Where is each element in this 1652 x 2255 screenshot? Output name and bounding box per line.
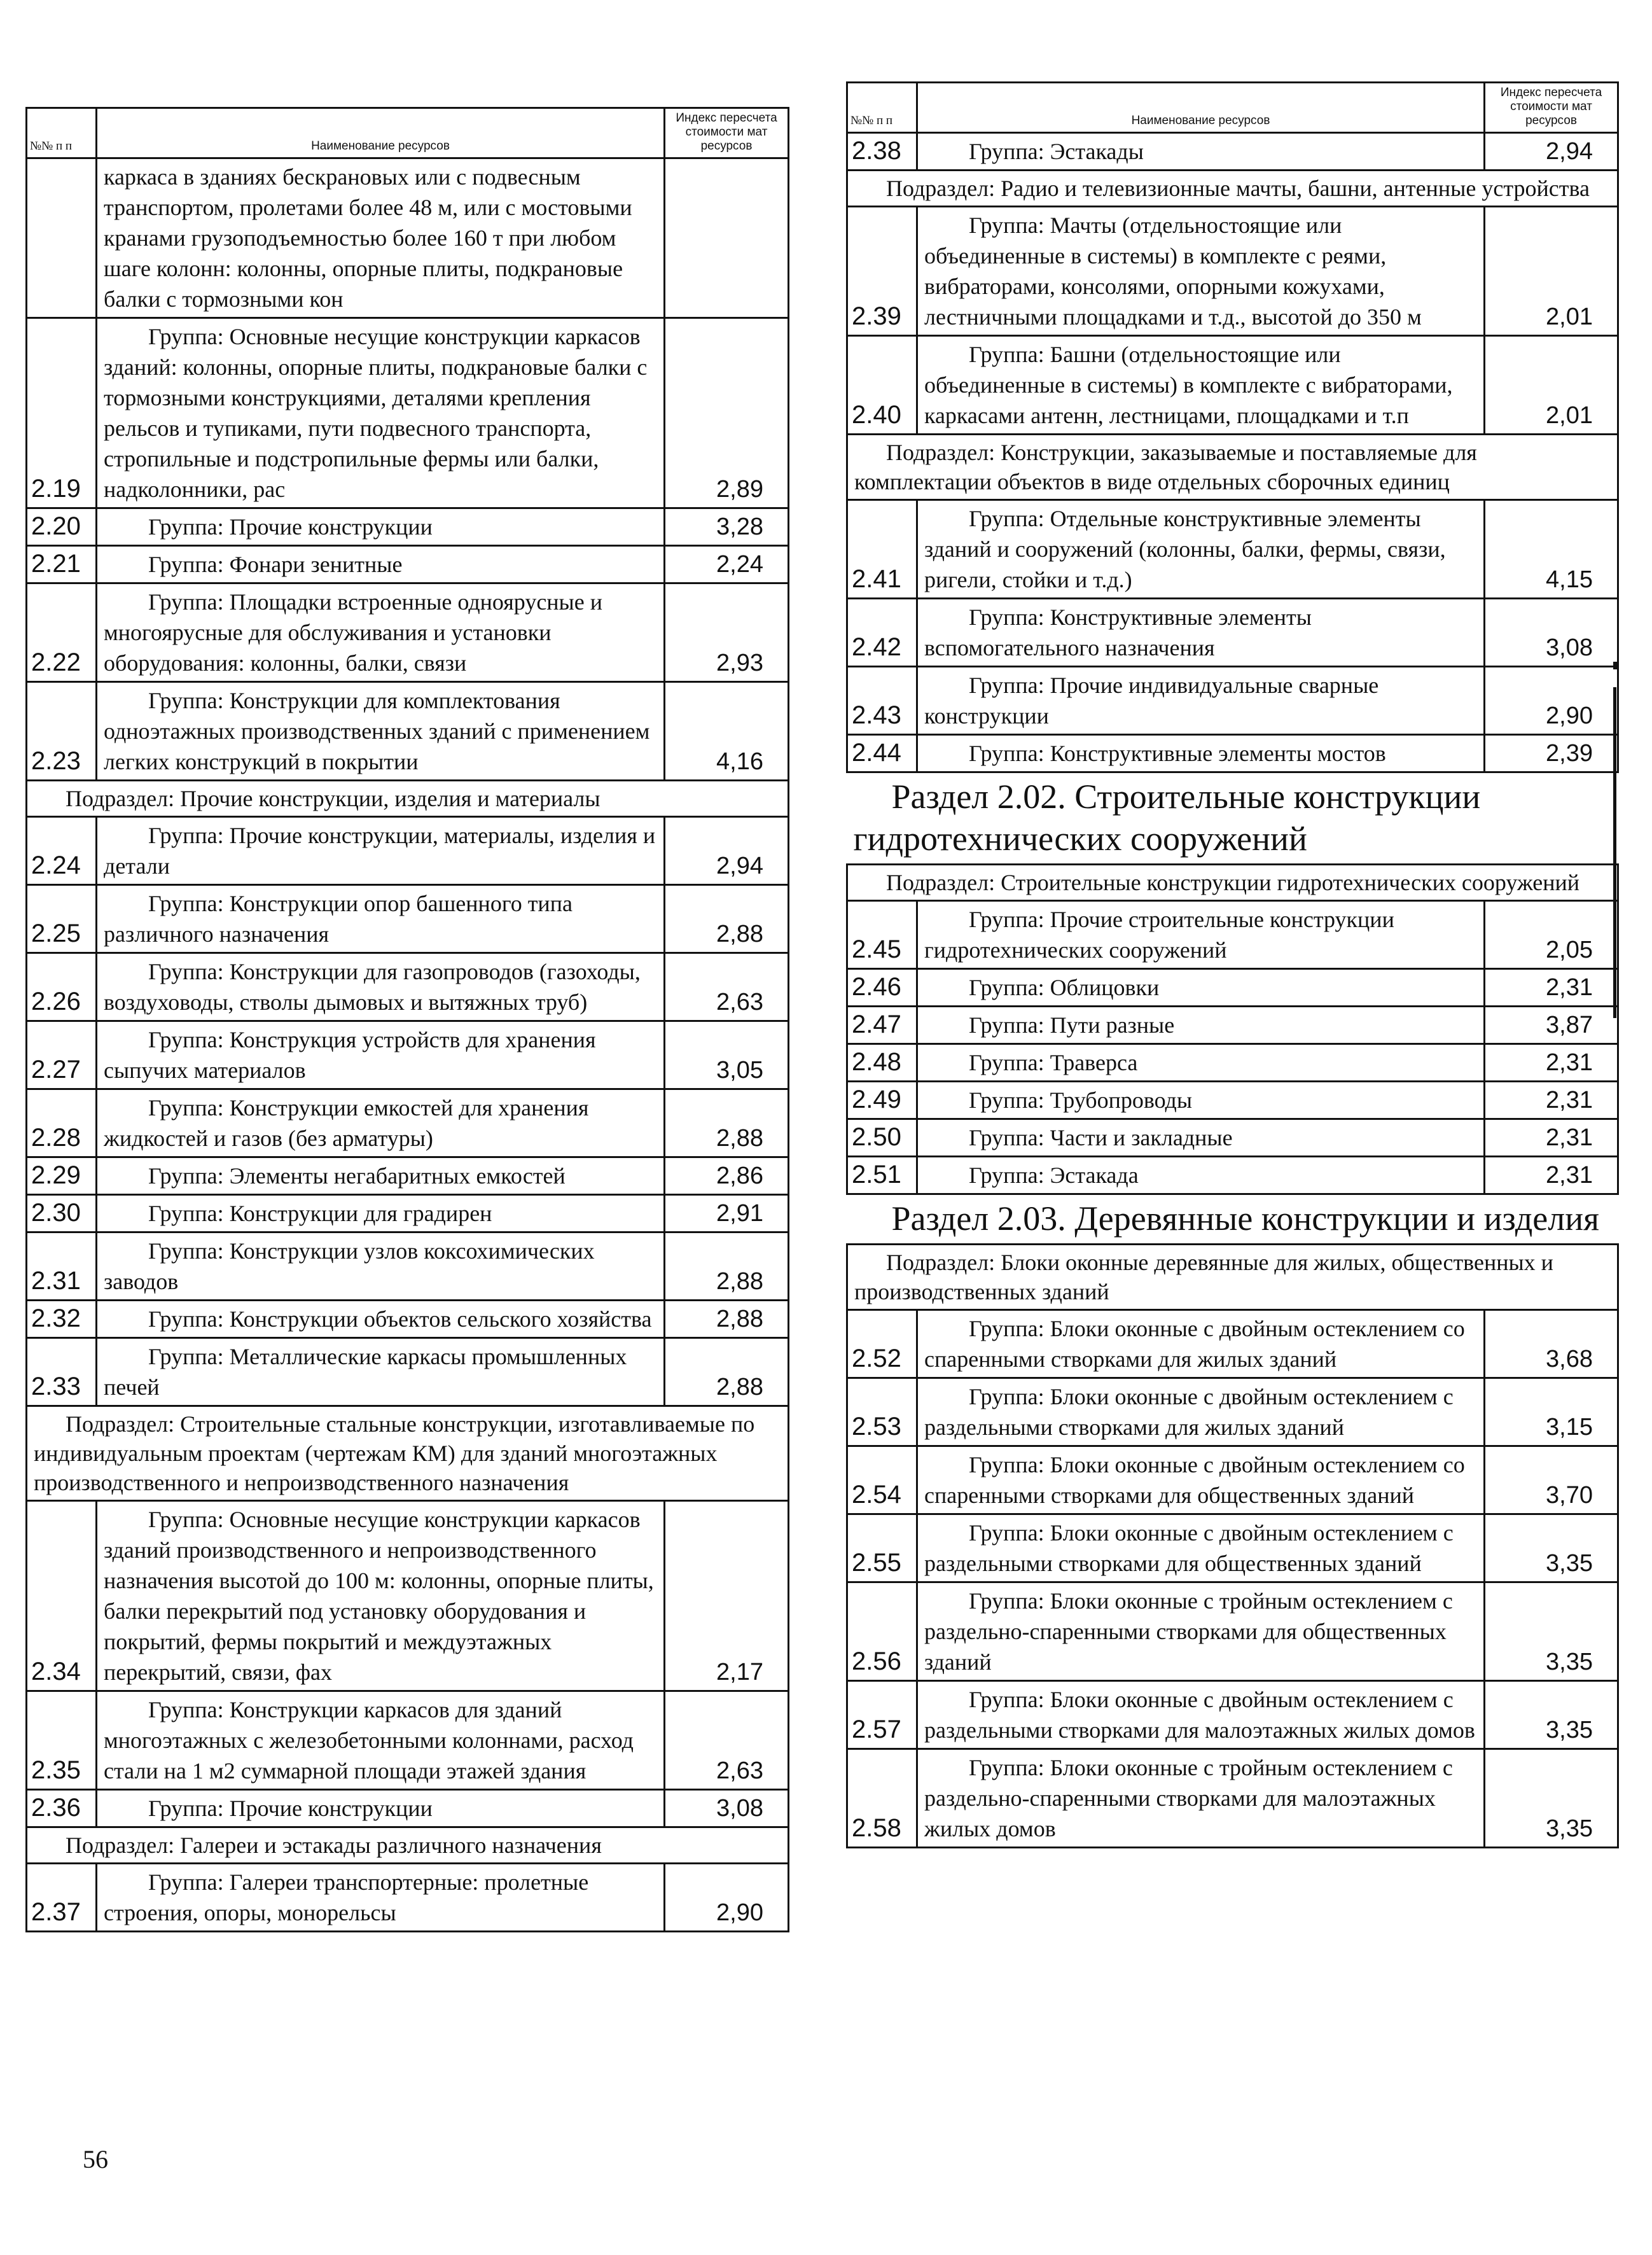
table-row: [27, 1301, 789, 1338]
row-value: 2,39: [1485, 735, 1618, 772]
row-name: Группа: Мачты (отдельностоящие или объединенные в системы) в комплекте с реями, вибраторами, консолями, опорными кожухами, лестничными площадками и т.д., высотой до 350 м: [924, 213, 1422, 330]
table-row: [27, 817, 789, 885]
subsection-title: Подраздел: Радио и телевизионные мачты, башни, антенные устройства: [886, 176, 1590, 201]
table-row: [847, 667, 1618, 735]
row-number: 2.53: [847, 1378, 917, 1446]
row-name: Группа: Конструкции каркасов для зданий многоэтажных с железобетонными колоннами, расход стали на 1 м2 суммарной площади этажей здания: [104, 1697, 634, 1784]
table-row: [847, 500, 1618, 599]
row-number: 2.58: [847, 1749, 917, 1848]
subsection-masts: [847, 171, 1618, 207]
row-number: 2.49: [847, 1082, 917, 1119]
table-row: [847, 1514, 1618, 1582]
table-row: [27, 1089, 789, 1157]
table-header: [847, 83, 1618, 133]
row-name: Группа: Блоки оконные с двойным остеклением со спаренными створками для жилых зданий: [924, 1316, 1465, 1372]
row-number: 2.24: [27, 817, 97, 885]
row-name: Группа: Основные несущие конструкции каркасов зданий: колонны, опорные плиты, подкрановые балки с тормозными конструкциями, деталями крепления рельсов и тупиками, пути подвесного транспорта, стропильные и подстропильные фермы или балки, надколонники, рас: [104, 324, 648, 502]
row-value: 2,24: [665, 546, 789, 583]
row-value: 3,35: [1485, 1582, 1618, 1681]
row-value: 2,05: [1485, 901, 1618, 969]
table-row: [27, 318, 789, 508]
row-name: Группа: Блоки оконные с двойным остеклением с раздельными створками для малоэтажных жилых домов: [924, 1687, 1475, 1743]
table-row: [27, 1338, 789, 1406]
row-number: 2.28: [27, 1089, 97, 1157]
table-row: [847, 735, 1618, 772]
row-number: 2.47: [847, 1007, 917, 1044]
row-name: Группа: Блоки оконные с двойным остеклением со спаренными створками для общественных зданий: [924, 1452, 1465, 1508]
row-value: 2,31: [1485, 1044, 1618, 1082]
table-row: [27, 1232, 789, 1301]
row-number: 2.36: [27, 1790, 97, 1827]
row-name: Группа: Прочие конструкции: [148, 1796, 433, 1821]
row-value: 2,63: [665, 1691, 789, 1790]
row-name: Группа: Фонари зенитные: [148, 552, 403, 577]
table-row: [847, 1119, 1618, 1157]
row-value: 2,86: [665, 1157, 789, 1195]
subsection-title: Подраздел: Прочие конструкции, изделия и материалы: [66, 786, 600, 811]
row-name: Группа: Прочие строительные конструкции гидротехнических сооружений: [924, 907, 1394, 963]
subsection-title: Подраздел: Строительные стальные конструкции, изготавливаемые по индивидуальным проектам (чертежам КМ) для зданий многоэтажных производственного и непроизводственного назначения: [34, 1411, 755, 1495]
scan-edge-bar: [1613, 687, 1616, 1018]
section-2-03: [847, 1194, 1618, 1245]
table-row: [847, 133, 1618, 171]
row-name: Группа: Конструкции объектов сельского хозяйства: [148, 1306, 652, 1332]
row-name: Группа: Конструкции емкостей для хранения жидкостей и газов (без арматуры): [104, 1095, 589, 1151]
row-value: 2,88: [665, 885, 789, 953]
row-name: Группа: Конструкции для градирен: [148, 1201, 492, 1226]
row-name: Группа: Трубопроводы: [969, 1087, 1193, 1113]
row-value: 3,08: [1485, 599, 1618, 667]
row-number: 2.41: [847, 500, 917, 599]
row-number: 2.43: [847, 667, 917, 735]
row-number: 2.42: [847, 599, 917, 667]
table-row: [847, 207, 1618, 336]
table-row: [847, 1378, 1618, 1446]
section-title: Раздел 2.02. Строительные конструкции гидротехнических сооружений: [853, 778, 1481, 858]
row-value: 3,05: [665, 1021, 789, 1089]
section-2-02: [847, 772, 1618, 865]
table-row: [27, 1195, 789, 1232]
subsection-hydro: [847, 865, 1618, 901]
row-number: 2.25: [27, 885, 97, 953]
row-name: Группа: Блоки оконные с тройным остеклением с раздельно-спаренными створками для малоэтажных жилых домов: [924, 1755, 1453, 1841]
subsection-title: Подраздел: Блоки оконные деревянные для жилых, общественных и производственных зданий: [854, 1250, 1553, 1304]
row-number: 2.40: [847, 336, 917, 435]
row-name: Группа: Конструкция устройств для хранения сыпучих материалов: [104, 1027, 596, 1083]
left-table: [25, 107, 789, 1932]
scan-edge-mark: [1613, 662, 1618, 669]
subsection-other: [27, 781, 789, 817]
header-name: Наименование ресурсов: [917, 83, 1485, 133]
subsection-assembly: [847, 435, 1618, 500]
row-number: 2.51: [847, 1157, 917, 1194]
subsection-galleries: [27, 1827, 789, 1864]
row-number: 2.29: [27, 1157, 97, 1195]
table-header: [27, 108, 789, 158]
table-row: [847, 1044, 1618, 1082]
page-number: 56: [83, 2145, 108, 2174]
row-value: 2,90: [1485, 667, 1618, 735]
row-number: 2.32: [27, 1301, 97, 1338]
row-name: Группа: Блоки оконные с тройным остеклением с раздельно-спаренными створками для общественных зданий: [924, 1588, 1453, 1675]
row-number: 2.45: [847, 901, 917, 969]
row-value: 2,63: [665, 953, 789, 1021]
right-table: [846, 81, 1619, 1848]
table-row: [27, 885, 789, 953]
header-index: Индекс пересчета стоимости мат ресурсов: [665, 108, 789, 158]
header-index: Индекс пересчета стоимости мат ресурсов: [1485, 83, 1618, 133]
row-number: 2.33: [27, 1338, 97, 1406]
table-row: [847, 901, 1618, 969]
row-number: 2.27: [27, 1021, 97, 1089]
row-value: 3,35: [1485, 1749, 1618, 1848]
row-value: 2,88: [665, 1089, 789, 1157]
row-value: 2,31: [1485, 1157, 1618, 1194]
table-row: [847, 599, 1618, 667]
row-name: Группа: Конструктивные элементы мостов: [969, 741, 1386, 766]
header-num: №№ п п: [847, 83, 917, 133]
row-name: Группа: Облицовки: [969, 975, 1160, 1000]
row-value: 2,91: [665, 1195, 789, 1232]
left-column: [25, 107, 788, 1932]
row-number: 2.46: [847, 969, 917, 1007]
row-name: Группа: Галереи транспортерные: пролетные строения, опоры, монорельсы: [104, 1869, 589, 1925]
row-name: Группа: Блоки оконные с двойным остеклением с раздельными створками для общественных зданий: [924, 1520, 1454, 1576]
row-value: 2,94: [665, 817, 789, 885]
table-row: [847, 969, 1618, 1007]
row-name: Группа: Части и закладные: [969, 1125, 1233, 1150]
row-value: 2,90: [665, 1864, 789, 1932]
row-value: 2,88: [665, 1301, 789, 1338]
table-row: [27, 1864, 789, 1932]
row-number: 2.26: [27, 953, 97, 1021]
table-row: [27, 1157, 789, 1195]
continuation-text: каркаса в зданиях бескрановых или с подвесным транспортом, пролетами более 48 м, или с мостовыми кранами грузоподъемностью более 160 т при любом шаге колонн: колонны, опорные плиты, подкрановые балки с тормозными кон: [104, 164, 632, 312]
row-number: 2.38: [847, 133, 917, 171]
row-number: 2.37: [27, 1864, 97, 1932]
row-name: Группа: Элементы негабаритных емкостей: [148, 1163, 566, 1189]
row-name: Группа: Конструкции для комплектования одноэтажных производственных зданий с применением легких конструкций в покрытии: [104, 688, 650, 774]
table-row: [847, 1310, 1618, 1378]
row-value: 3,35: [1485, 1681, 1618, 1749]
header-name: Наименование ресурсов: [97, 108, 665, 158]
table-row: [847, 1582, 1618, 1681]
section-title: Раздел 2.03. Деревянные конструкции и изделия: [891, 1199, 1599, 1238]
row-number: 2.56: [847, 1582, 917, 1681]
row-name: Группа: Конструктивные элементы вспомогательного назначения: [924, 604, 1312, 660]
row-name: Группа: Пути разные: [969, 1012, 1175, 1038]
table-row: [27, 1021, 789, 1089]
table-row: [847, 1157, 1618, 1194]
row-value: 2,01: [1485, 336, 1618, 435]
row-number: 2.31: [27, 1232, 97, 1301]
row-name: Группа: Прочие конструкции: [148, 514, 433, 540]
row-number: 2.44: [847, 735, 917, 772]
table-row: [847, 1007, 1618, 1044]
row-value: 2,89: [665, 318, 789, 508]
table-row: [847, 336, 1618, 435]
row-value: 2,31: [1485, 1119, 1618, 1157]
table-row: [27, 1790, 789, 1827]
row-value: 3,08: [665, 1790, 789, 1827]
row-value: 2,93: [665, 583, 789, 682]
row-name: Группа: Конструкции узлов коксохимических заводов: [104, 1238, 595, 1294]
row-number: 2.34: [27, 1501, 97, 1691]
row-value: 4,15: [1485, 500, 1618, 599]
row-name: Группа: Металлические каркасы промышленных печей: [104, 1344, 627, 1400]
row-name: Группа: Башни (отдельностоящие или объединенные в системы) в комплекте с вибраторами, каркасами антенн, лестницами, площадками и т.п: [924, 342, 1453, 428]
row-number: 2.35: [27, 1691, 97, 1790]
table-row: [27, 953, 789, 1021]
row-value: 3,70: [1485, 1446, 1618, 1514]
row-value: 2,17: [665, 1501, 789, 1691]
row-value: 3,87: [1485, 1007, 1618, 1044]
row-number: 2.55: [847, 1514, 917, 1582]
continuation-row: [27, 158, 789, 318]
right-column: [846, 81, 1617, 1848]
row-name: Группа: Эстакады: [969, 139, 1144, 164]
row-value: 2,31: [1485, 969, 1618, 1007]
table-row: [27, 1691, 789, 1790]
row-value: 2,01: [1485, 207, 1618, 336]
row-value: 3,28: [665, 508, 789, 546]
row-value: 3,15: [1485, 1378, 1618, 1446]
row-number: 2.39: [847, 207, 917, 336]
row-number: 2.21: [27, 546, 97, 583]
row-value: 3,68: [1485, 1310, 1618, 1378]
row-number: 2.54: [847, 1446, 917, 1514]
row-number: 2.22: [27, 583, 97, 682]
table-row: [27, 508, 789, 546]
table-row: [847, 1749, 1618, 1848]
row-number: 2.48: [847, 1044, 917, 1082]
subsection-steel: [27, 1406, 789, 1501]
subsection-title: Подраздел: Галереи и эстакады различного назначения: [66, 1833, 602, 1858]
row-value: 2,94: [1485, 133, 1618, 171]
row-value: 2,31: [1485, 1082, 1618, 1119]
subsection-title: Подраздел: Строительные конструкции гидротехнических сооружений: [886, 870, 1580, 895]
table-row: [847, 1082, 1618, 1119]
table-row: [27, 1501, 789, 1691]
table-row: [27, 682, 789, 781]
row-number: 2.30: [27, 1195, 97, 1232]
row-number: 2.19: [27, 318, 97, 508]
row-name: Группа: Конструкции опор башенного типа различного назначения: [104, 891, 573, 947]
row-name: Группа: Эстакада: [969, 1162, 1139, 1188]
row-name: Группа: Траверса: [969, 1050, 1138, 1075]
row-number: 2.20: [27, 508, 97, 546]
table-row: [847, 1446, 1618, 1514]
header-num: №№ п п: [27, 108, 97, 158]
row-name: Группа: Прочие индивидуальные сварные конструкции: [924, 673, 1379, 729]
row-value: 4,16: [665, 682, 789, 781]
row-number: 2.57: [847, 1681, 917, 1749]
row-name: Группа: Основные несущие конструкции каркасов зданий производственного и непроизводственного назначения высотой до 100 м: колонны, опорные плиты, балки перекрытий под установку оборудования и покрытий, фермы покрытий и междуэтажных перекрытий, связи, фах: [104, 1507, 654, 1685]
row-number: 2.23: [27, 682, 97, 781]
subsection-windows: [847, 1245, 1618, 1310]
subsection-title: Подраздел: Конструкции, заказываемые и поставляемые для комплектации объектов в виде отдельных сборочных единиц: [854, 440, 1477, 494]
row-name: Группа: Прочие конструкции, материалы, изделия и детали: [104, 823, 656, 879]
row-value: 2,88: [665, 1232, 789, 1301]
table-row: [847, 1681, 1618, 1749]
row-number: 2.50: [847, 1119, 917, 1157]
row-value: 3,35: [1485, 1514, 1618, 1582]
row-name: Группа: Площадки встроенные одноярусные и многоярусные для обслуживания и установки оборудования: колонны, балки, связи: [104, 589, 602, 676]
row-name: Группа: Конструкции для газопроводов (газоходы, воздуховоды, стволы дымовых и вытяжных труб): [104, 959, 641, 1015]
row-number: 2.52: [847, 1310, 917, 1378]
row-name: Группа: Отдельные конструктивные элементы зданий и сооружений (колонны, балки, фермы, связи, ригели, стойки и т.д.): [924, 506, 1446, 592]
table-row: [27, 583, 789, 682]
row-name: Группа: Блоки оконные с двойным остеклением с раздельными створками для жилых зданий: [924, 1384, 1454, 1440]
table-row: [27, 546, 789, 583]
row-value: 2,88: [665, 1338, 789, 1406]
